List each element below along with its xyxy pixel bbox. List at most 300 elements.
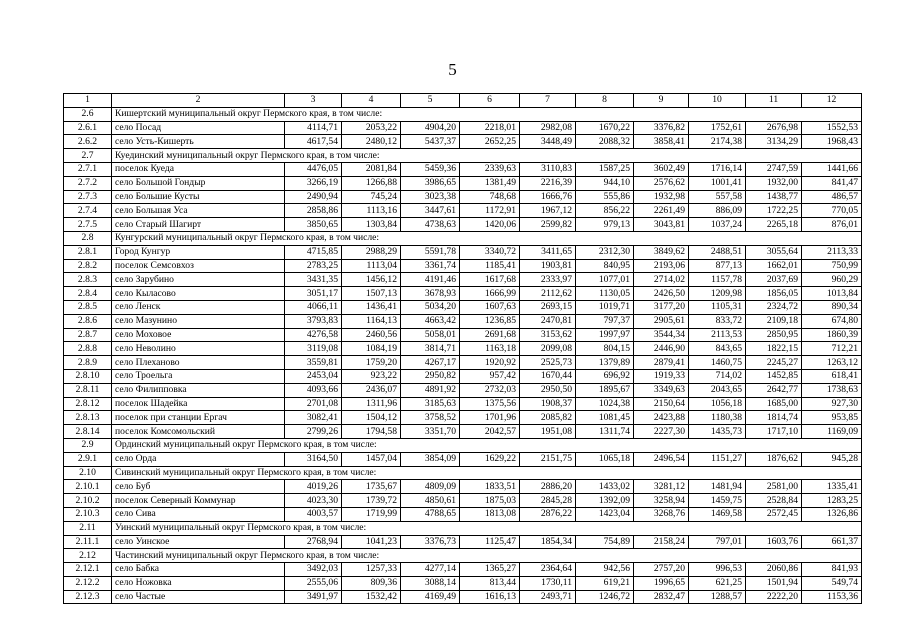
value-cell: 1616,13 <box>460 590 520 604</box>
table-row <box>64 314 862 328</box>
column-header-cell: 11 <box>746 94 802 108</box>
value-cell: 3986,65 <box>401 176 460 190</box>
value-cell: 1024,38 <box>576 397 634 411</box>
group-code: 2.8 <box>64 231 112 245</box>
value-cell: 4738,63 <box>401 218 460 232</box>
value-cell: 1441,66 <box>802 162 862 176</box>
value-cell: 4066,11 <box>285 300 342 314</box>
value-cell: 1730,11 <box>520 576 576 590</box>
value-cell: 2490,94 <box>285 190 342 204</box>
value-cell: 3678,93 <box>401 287 460 301</box>
value-cell: 1716,14 <box>689 162 746 176</box>
value-cell: 923,22 <box>342 369 401 383</box>
value-cell: 1932,98 <box>634 190 689 204</box>
settlement-name: поселок Северный Коммунар <box>112 494 285 508</box>
table-row <box>64 245 862 259</box>
value-cell: 957,42 <box>460 369 520 383</box>
page-number: 5 <box>448 60 457 79</box>
value-cell: 1065,18 <box>576 452 634 466</box>
value-cell: 1903,81 <box>520 259 576 273</box>
column-header-cell: 6 <box>460 94 520 108</box>
value-cell: 619,21 <box>576 576 634 590</box>
value-cell: 4276,58 <box>285 328 342 342</box>
row-code: 2.12.3 <box>64 590 112 604</box>
value-cell: 1263,12 <box>802 356 862 370</box>
settlement-name: село Ленск <box>112 300 285 314</box>
value-cell: 745,24 <box>342 190 401 204</box>
value-cell: 1081,45 <box>576 411 634 425</box>
value-cell: 1968,43 <box>802 135 862 149</box>
value-cell: 2783,25 <box>285 259 342 273</box>
row-code: 2.7.4 <box>64 204 112 218</box>
value-cell: 1739,72 <box>342 494 401 508</box>
value-cell: 2576,62 <box>634 176 689 190</box>
group-header-row <box>64 438 862 452</box>
value-cell: 1335,41 <box>802 480 862 494</box>
value-cell: 1813,08 <box>460 507 520 521</box>
value-cell: 1507,13 <box>342 287 401 301</box>
table-row <box>64 494 862 508</box>
value-cell: 3758,52 <box>401 411 460 425</box>
settlement-name: село Орда <box>112 452 285 466</box>
value-cell: 1438,77 <box>746 190 802 204</box>
value-cell: 1932,00 <box>746 176 802 190</box>
settlement-name: Город Кунгур <box>112 245 285 259</box>
value-cell: 674,80 <box>802 314 862 328</box>
value-cell: 1113,04 <box>342 259 401 273</box>
value-cell: 1759,20 <box>342 356 401 370</box>
settlement-name: село Буб <box>112 480 285 494</box>
value-cell: 3088,14 <box>401 576 460 590</box>
group-code: 2.12 <box>64 549 112 563</box>
value-cell: 2261,49 <box>634 204 689 218</box>
value-cell: 2151,75 <box>520 452 576 466</box>
value-cell: 4850,61 <box>401 494 460 508</box>
value-cell: 2460,56 <box>342 328 401 342</box>
column-header-cell: 4 <box>342 94 401 108</box>
value-cell: 2364,64 <box>520 563 576 577</box>
value-cell: 1169,09 <box>802 425 862 439</box>
value-cell: 3119,08 <box>285 342 342 356</box>
table-row <box>64 369 862 383</box>
value-cell: 3854,09 <box>401 452 460 466</box>
value-cell: 661,37 <box>802 535 862 549</box>
value-cell: 1670,44 <box>520 369 576 383</box>
value-cell: 942,56 <box>576 563 634 577</box>
value-cell: 4809,09 <box>401 480 460 494</box>
value-cell: 1185,41 <box>460 259 520 273</box>
value-cell: 4267,17 <box>401 356 460 370</box>
value-cell: 2081,84 <box>342 162 401 176</box>
value-cell: 2905,61 <box>634 314 689 328</box>
value-cell: 2581,00 <box>746 480 802 494</box>
value-cell: 3023,38 <box>401 190 460 204</box>
row-code: 2.8.14 <box>64 425 112 439</box>
value-cell: 2747,59 <box>746 162 802 176</box>
value-cell: 1019,71 <box>576 300 634 314</box>
value-cell: 1180,38 <box>689 411 746 425</box>
value-cell: 1236,85 <box>460 314 520 328</box>
value-cell: 1436,41 <box>342 300 401 314</box>
group-title: Кишертский муниципальный округ Пермского края, в том числе: <box>112 107 862 121</box>
value-cell: 1719,99 <box>342 507 401 521</box>
group-title: Частинский муниципальный округ Пермского края, в том числе: <box>112 549 862 563</box>
value-cell: 714,02 <box>689 369 746 383</box>
value-cell: 996,53 <box>689 563 746 577</box>
value-cell: 2109,18 <box>746 314 802 328</box>
value-cell: 3185,63 <box>401 397 460 411</box>
value-cell: 2218,01 <box>460 121 520 135</box>
value-cell: 3351,70 <box>401 425 460 439</box>
table-row <box>64 190 862 204</box>
value-cell: 876,01 <box>802 218 862 232</box>
value-cell: 3492,03 <box>285 563 342 577</box>
value-cell: 1381,49 <box>460 176 520 190</box>
value-cell: 804,15 <box>576 342 634 356</box>
value-cell: 4169,49 <box>401 590 460 604</box>
table-row <box>64 563 862 577</box>
value-cell: 3814,71 <box>401 342 460 356</box>
value-cell: 2113,53 <box>689 328 746 342</box>
value-cell: 5034,20 <box>401 300 460 314</box>
table-row <box>64 342 862 356</box>
value-cell: 843,65 <box>689 342 746 356</box>
value-cell: 1919,33 <box>634 369 689 383</box>
value-cell: 2324,72 <box>746 300 802 314</box>
table-row <box>64 411 862 425</box>
value-cell: 1629,22 <box>460 452 520 466</box>
value-cell: 3177,20 <box>634 300 689 314</box>
table-row <box>64 480 862 494</box>
value-cell: 1814,74 <box>746 411 802 425</box>
value-cell: 2879,41 <box>634 356 689 370</box>
value-cell: 2845,28 <box>520 494 576 508</box>
settlement-name: село Бабка <box>112 563 285 577</box>
row-code: 2.8.6 <box>64 314 112 328</box>
value-cell: 2053,22 <box>342 121 401 135</box>
settlement-name: село Ножовка <box>112 576 285 590</box>
value-cell: 3411,65 <box>520 245 576 259</box>
value-cell: 2042,57 <box>460 425 520 439</box>
value-cell: 1460,75 <box>689 356 746 370</box>
row-code: 2.12.1 <box>64 563 112 577</box>
value-cell: 3602,49 <box>634 162 689 176</box>
value-cell: 3110,83 <box>520 162 576 176</box>
settlement-name: село Большой Гондыр <box>112 176 285 190</box>
value-cell: 4093,66 <box>285 383 342 397</box>
row-code: 2.7.5 <box>64 218 112 232</box>
value-cell: 2085,82 <box>520 411 576 425</box>
value-cell: 3153,62 <box>520 328 576 342</box>
value-cell: 1860,39 <box>802 328 862 342</box>
row-code: 2.10.1 <box>64 480 112 494</box>
table-row <box>64 204 862 218</box>
value-cell: 1311,96 <box>342 397 401 411</box>
row-code: 2.8.10 <box>64 369 112 383</box>
value-cell: 1875,03 <box>460 494 520 508</box>
settlement-name: село Усть-Кишерть <box>112 135 285 149</box>
value-cell: 833,72 <box>689 314 746 328</box>
value-cell: 3268,76 <box>634 507 689 521</box>
row-code: 2.9.1 <box>64 452 112 466</box>
value-cell: 2265,18 <box>746 218 802 232</box>
value-cell: 1717,10 <box>746 425 802 439</box>
value-cell: 3349,63 <box>634 383 689 397</box>
row-code: 2.8.2 <box>64 259 112 273</box>
table-row <box>64 176 862 190</box>
value-cell: 1685,00 <box>746 397 802 411</box>
value-cell: 1920,92 <box>460 356 520 370</box>
value-cell: 1701,96 <box>460 411 520 425</box>
group-header-row <box>64 549 862 563</box>
value-cell: 2525,73 <box>520 356 576 370</box>
settlement-name: поселок Куеда <box>112 162 285 176</box>
value-cell: 2113,33 <box>802 245 862 259</box>
value-cell: 979,13 <box>576 218 634 232</box>
value-cell: 3340,72 <box>460 245 520 259</box>
value-cell: 1420,06 <box>460 218 520 232</box>
value-cell: 1833,51 <box>460 480 520 494</box>
value-cell: 841,93 <box>802 563 862 577</box>
row-code: 2.8.4 <box>64 287 112 301</box>
value-cell: 1666,99 <box>460 287 520 301</box>
value-cell: 809,36 <box>342 576 401 590</box>
value-cell: 3793,83 <box>285 314 342 328</box>
value-cell: 3266,19 <box>285 176 342 190</box>
row-code: 2.7.2 <box>64 176 112 190</box>
table-row <box>64 356 862 370</box>
value-cell: 2493,71 <box>520 590 576 604</box>
row-code: 2.8.8 <box>64 342 112 356</box>
value-cell: 1209,98 <box>689 287 746 301</box>
value-cell: 1172,91 <box>460 204 520 218</box>
row-code: 2.11.1 <box>64 535 112 549</box>
row-code: 2.8.5 <box>64 300 112 314</box>
value-cell: 750,99 <box>802 259 862 273</box>
row-code: 2.8.13 <box>64 411 112 425</box>
value-cell: 2768,94 <box>285 535 342 549</box>
settlement-name: поселок Семсовхоз <box>112 259 285 273</box>
value-cell: 2496,54 <box>634 452 689 466</box>
table-row <box>64 397 862 411</box>
column-header-cell: 9 <box>634 94 689 108</box>
value-cell: 4019,26 <box>285 480 342 494</box>
settlement-name: поселок Шадейка <box>112 397 285 411</box>
value-cell: 2572,45 <box>746 507 802 521</box>
value-cell: 2470,81 <box>520 314 576 328</box>
group-header-row <box>64 149 862 163</box>
value-cell: 1288,57 <box>689 590 746 604</box>
value-cell: 1164,13 <box>342 314 401 328</box>
value-cell: 1113,16 <box>342 204 401 218</box>
value-cell: 1607,63 <box>460 300 520 314</box>
value-cell: 3559,81 <box>285 356 342 370</box>
value-cell: 1163,18 <box>460 342 520 356</box>
column-header-cell: 12 <box>802 94 862 108</box>
settlement-name: село Сива <box>112 507 285 521</box>
table-row <box>64 273 862 287</box>
group-code: 2.11 <box>64 521 112 535</box>
column-header-cell: 1 <box>64 94 112 108</box>
value-cell: 2245,27 <box>746 356 802 370</box>
value-cell: 1246,72 <box>576 590 634 604</box>
value-cell: 3447,61 <box>401 204 460 218</box>
value-cell: 953,85 <box>802 411 862 425</box>
value-cell: 2555,06 <box>285 576 342 590</box>
column-header-cell: 10 <box>689 94 746 108</box>
value-cell: 3281,12 <box>634 480 689 494</box>
settlement-name: село Моховое <box>112 328 285 342</box>
value-cell: 856,22 <box>576 204 634 218</box>
value-cell: 1997,97 <box>576 328 634 342</box>
value-cell: 618,41 <box>802 369 862 383</box>
value-cell: 4003,57 <box>285 507 342 521</box>
value-cell: 3055,64 <box>746 245 802 259</box>
value-cell: 1379,89 <box>576 356 634 370</box>
value-cell: 2060,86 <box>746 563 802 577</box>
value-cell: 1552,53 <box>802 121 862 135</box>
value-cell: 890,34 <box>802 300 862 314</box>
row-code: 2.8.11 <box>64 383 112 397</box>
value-cell: 5591,78 <box>401 245 460 259</box>
value-cell: 1257,33 <box>342 563 401 577</box>
column-header-cell: 3 <box>285 94 342 108</box>
value-cell: 1856,05 <box>746 287 802 301</box>
value-cell: 2099,08 <box>520 342 576 356</box>
group-code: 2.7 <box>64 149 112 163</box>
group-title: Куединский муниципальный округ Пермского края, в том числе: <box>112 149 862 163</box>
group-title: Сивинский муниципальный округ Пермского края, в том числе: <box>112 466 862 480</box>
value-cell: 1283,25 <box>802 494 862 508</box>
value-cell: 4023,30 <box>285 494 342 508</box>
value-cell: 1153,36 <box>802 590 862 604</box>
value-cell: 1996,65 <box>634 576 689 590</box>
value-cell: 555,86 <box>576 190 634 204</box>
group-title: Ординский муниципальный округ Пермского края, в том числе: <box>112 438 862 452</box>
column-header-cell: 7 <box>520 94 576 108</box>
row-code: 2.10.3 <box>64 507 112 521</box>
value-cell: 2988,29 <box>342 245 401 259</box>
table-row <box>64 590 862 604</box>
row-code: 2.6.1 <box>64 121 112 135</box>
value-cell: 4904,20 <box>401 121 460 135</box>
value-cell: 2691,68 <box>460 328 520 342</box>
value-cell: 2426,50 <box>634 287 689 301</box>
row-code: 2.8.7 <box>64 328 112 342</box>
value-cell: 960,29 <box>802 273 862 287</box>
value-cell: 5459,36 <box>401 162 460 176</box>
value-cell: 1504,12 <box>342 411 401 425</box>
value-cell: 2227,30 <box>634 425 689 439</box>
table-row <box>64 383 862 397</box>
value-cell: 1603,76 <box>746 535 802 549</box>
settlement-name: село Зарубино <box>112 273 285 287</box>
value-cell: 5058,01 <box>401 328 460 342</box>
value-cell: 1157,78 <box>689 273 746 287</box>
table-row <box>64 300 862 314</box>
value-cell: 4191,46 <box>401 273 460 287</box>
value-cell: 621,25 <box>689 576 746 590</box>
value-cell: 877,13 <box>689 259 746 273</box>
value-cell: 1501,94 <box>746 576 802 590</box>
table-row <box>64 576 862 590</box>
value-cell: 797,37 <box>576 314 634 328</box>
value-cell: 2799,26 <box>285 425 342 439</box>
value-cell: 1266,88 <box>342 176 401 190</box>
row-code: 2.8.1 <box>64 245 112 259</box>
value-cell: 2676,98 <box>746 121 802 135</box>
value-cell: 2732,03 <box>460 383 520 397</box>
value-cell: 2701,08 <box>285 397 342 411</box>
settlement-name: село Посад <box>112 121 285 135</box>
row-code: 2.8.9 <box>64 356 112 370</box>
value-cell: 1587,25 <box>576 162 634 176</box>
group-title: Уинский муниципальный округ Пермского края, в том числе: <box>112 521 862 535</box>
value-cell: 927,30 <box>802 397 862 411</box>
value-cell: 3431,35 <box>285 273 342 287</box>
row-code: 2.7.1 <box>64 162 112 176</box>
value-cell: 1469,58 <box>689 507 746 521</box>
value-cell: 4663,42 <box>401 314 460 328</box>
table-row <box>64 259 862 273</box>
value-cell: 2339,63 <box>460 162 520 176</box>
group-header-row <box>64 466 862 480</box>
group-code: 2.10 <box>64 466 112 480</box>
value-cell: 2150,64 <box>634 397 689 411</box>
value-cell: 2982,08 <box>520 121 576 135</box>
group-header-row <box>64 521 862 535</box>
value-cell: 3858,41 <box>634 135 689 149</box>
value-cell: 2423,88 <box>634 411 689 425</box>
value-cell: 3376,82 <box>634 121 689 135</box>
value-cell: 2528,84 <box>746 494 802 508</box>
value-cell: 1435,73 <box>689 425 746 439</box>
settlement-name: село Мазунино <box>112 314 285 328</box>
table-body <box>64 94 862 604</box>
value-cell: 1822,15 <box>746 342 802 356</box>
value-cell: 1617,68 <box>460 273 520 287</box>
settlement-name: село Старый Шагирт <box>112 218 285 232</box>
settlement-name: поселок при станции Ергач <box>112 411 285 425</box>
value-cell: 2757,20 <box>634 563 689 577</box>
row-code: 2.12.2 <box>64 576 112 590</box>
value-cell: 2446,90 <box>634 342 689 356</box>
table-row <box>64 452 862 466</box>
value-cell: 2876,22 <box>520 507 576 521</box>
value-cell: 4891,92 <box>401 383 460 397</box>
value-cell: 1130,05 <box>576 287 634 301</box>
row-code: 2.6.2 <box>64 135 112 149</box>
value-cell: 1001,41 <box>689 176 746 190</box>
value-cell: 4788,65 <box>401 507 460 521</box>
value-cell: 1365,27 <box>460 563 520 577</box>
value-cell: 2174,38 <box>689 135 746 149</box>
value-cell: 3491,97 <box>285 590 342 604</box>
value-cell: 1392,09 <box>576 494 634 508</box>
value-cell: 712,21 <box>802 342 862 356</box>
value-cell: 2312,30 <box>576 245 634 259</box>
value-cell: 797,01 <box>689 535 746 549</box>
table-row <box>64 328 862 342</box>
value-cell: 1967,12 <box>520 204 576 218</box>
table-row <box>64 121 862 135</box>
value-cell: 2043,65 <box>689 383 746 397</box>
value-cell: 1375,56 <box>460 397 520 411</box>
value-cell: 1459,75 <box>689 494 746 508</box>
value-cell: 1481,94 <box>689 480 746 494</box>
settlement-name: село Филипповка <box>112 383 285 397</box>
value-cell: 4476,05 <box>285 162 342 176</box>
